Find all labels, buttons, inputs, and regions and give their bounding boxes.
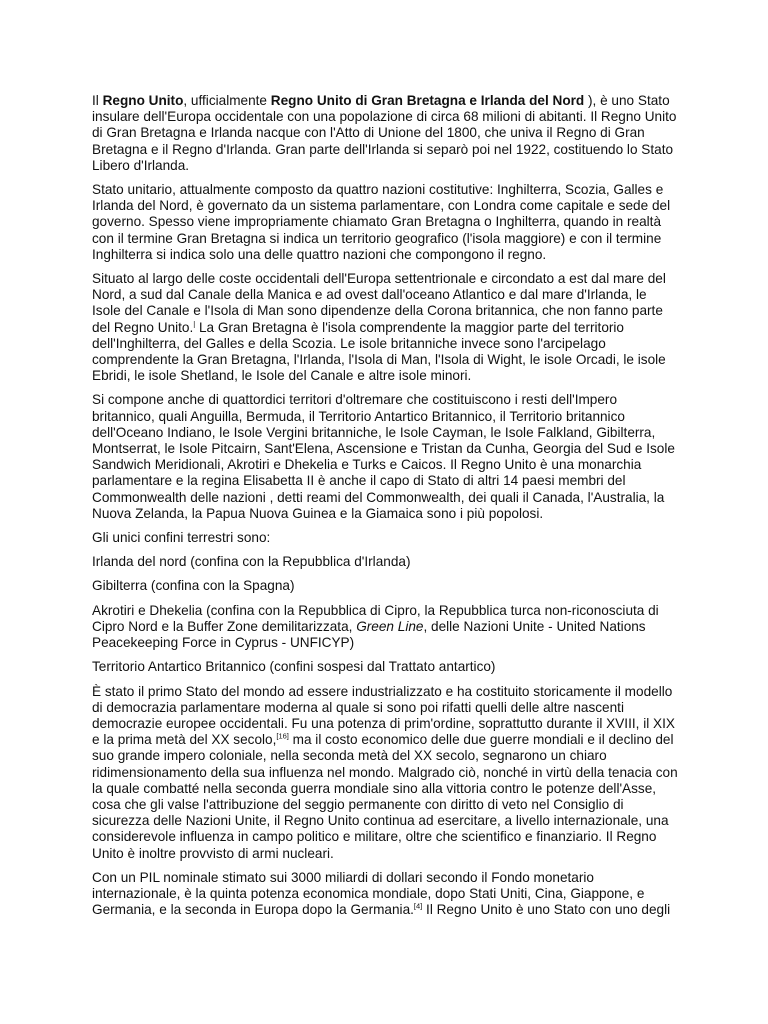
paragraph-overseas-territories: Si compone anche di quattordici territori d'oltremare che costituiscono i resti dell'Impero britannico, quali Anguilla, Bermuda, il Territorio Antartico Britannico, il Territorio britannico dell'Oceano Indiano, le Isole Vergini britanniche, le Isole Cayman, le Isole Falkland, Gibilterra, Montserrat, le Isole Pitcairn, Sant'Elena, Ascensione e Tristan da Cunha, Georgia del Sud e Isole Sandwich Meridionali, Akrotiri e Dhekelia e Turks e Caicos. Il Regno Unito è una monarchia parlamentare e la regina Elisabetta II è anche il capo di Stato di altri 14 paesi membri del Commonwealth delle nazioni , detti reami del Commonwealth, dei quali il Canada, l'Australia, la Nuova Zelanda, la Papua Nuova Guinea e la Giamaica sono i più popolosi. — [92, 392, 675, 521]
akrotiri-italic-green-line: Green Line — [356, 618, 424, 634]
paragraph-border-gibraltar: Gibilterra (confina con la Spagna) — [92, 578, 295, 594]
paragraph-border-antarctic: Territorio Antartico Britannico (confini sospesi dal Trattato antartico) — [92, 659, 496, 675]
paragraph-intro — [92, 93, 678, 174]
economy-footnote-4: [4] — [413, 901, 423, 911]
geography-footnote-mark: | — [193, 319, 196, 329]
history-text-a: È stato il primo Stato del mondo ad essere industrializzato e ha costituito storicamente il modello di democrazia parlamentare moderna al quale si sono poi rifatti quelli delle altre nascenti democrazie europee occidentali. Fu una potenza di prim'ordine, soprattutto durante il XVIII, il XIX e la prima metà del XX secolo, — [92, 683, 675, 748]
document-page — [92, 93, 678, 926]
paragraph-economy — [92, 870, 678, 919]
intro-text-official: , ufficialmente — [183, 93, 271, 108]
akrotiri-text-a: Akrotiri e Dhekelia (confina con la Repubblica di Cipro, la Repubblica turca non-riconosciuta di Cipro Nord e la Buffer Zone demilitarizzata, — [92, 602, 659, 634]
intro-bold-name: Regno Unito — [102, 93, 184, 108]
geography-text-a: Situato al largo delle coste occidentali dell'Europa settentrionale e circondato a est dal mare del Nord, a sud dal Canale della Manica e ad ovest dall'oceano Atlantico e dal mare d'Irlanda, le Isole del Canale e l'Isola di Man sono dipendenze della Corona britannica, che non fanno parte del Regno Unito. — [92, 271, 666, 335]
intro-bold-official-name: Regno Unito di Gran Bretagna e Irlanda del Nord — [270, 93, 585, 108]
paragraph-border-northern-ireland: Irlanda del nord (confina con la Repubblica d'Irlanda) — [92, 554, 411, 570]
paragraph-border-akrotiri — [92, 603, 678, 652]
paragraph-unitary-state: Stato unitario, attualmente composto da quattro nazioni costitutive: Inghilterra, Scozia, Galles e Irlanda del Nord, è governato da un sistema parlamentare, con Londra come capitale e sede del governo. Spesso viene impropriamente chiamato Gran Bretagna o Inghilterra, quando in realtà con il termine Gran Bretagna si indica un territorio geografico (l'isola maggiore) e con il termine Inghilterra si indica solo una delle quattro nazioni che compongono il regno. — [92, 182, 671, 262]
intro-text-lead: Il — [92, 93, 103, 108]
economy-text-b: Il Regno Unito è uno Stato con uno degli — [422, 902, 671, 918]
paragraph-geography — [92, 271, 678, 384]
paragraph-borders-intro: Gli unici confini terrestri sono: — [92, 530, 271, 546]
paragraph-history — [92, 684, 678, 862]
akrotiri-text-b: , delle Nazioni Unite - United Nations Peacekeeping Force in Cyprus - UNFICYP) — [92, 618, 646, 651]
economy-text-a: Con un PIL nominale stimato sui 3000 miliardi di dollari secondo il Fondo monetario internazionale, è la quinta potenza economica mondiale, dopo Stati Uniti, Cina, Giappone, e Germania, e la seconda in Europa dopo la Germania. — [92, 869, 645, 918]
geography-text-b: La Gran Bretagna è l'isola comprendente la maggior parte del territorio dell'Inghilterra, del Galles e della Scozia. Le isole britanniche invece sono l'arcipelago comprendente la Gran Bretagna, l'Irlanda, l'Isola di Man, l'Isola di Wight, le isole Orcadi, le isole Ebridi, le isole Shetland, le Isole del Canale e altre isole minori. — [92, 319, 666, 384]
history-text-b: ma il costo economico delle due guerre mondiali e il declino del suo grande impero coloniale, nella seconda metà del XX secolo, segnarono un chiaro ridimensionamento della sua influenza nel mondo. Malgrado ciò, nonché in virtù della tenacia con la quale combatté nella seconda guerra mondiale sino alla vittoria contro le potenze dell'Asse, cosa che gli valse l'attribuzione del seggio permanente con diritto di veto nel Consiglio di sicurezza delle Nazioni Unite, il Regno Unito continua ad esercitare, a livello internazionale, una considerevole influenza in campo politico e militare, oltre che scientifico e finanziario. Il Regno Unito è inoltre provvisto di armi nucleari. — [92, 732, 678, 861]
intro-text-body: ), è uno Stato insulare dell'Europa occidentale con una popolazione di circa 68 milioni di abitanti. Il Regno Unito di Gran Bretagna e Irlanda nacque con l'Atto di Unione del 1800, che univa il Regno di Gran Bretagna e il Regno d'Irlanda. Gran parte dell'Irlanda si separò poi nel 1922, costituendo lo Stato Libero d'Irlanda. — [92, 93, 677, 173]
history-footnote-16: [16] — [276, 731, 289, 741]
